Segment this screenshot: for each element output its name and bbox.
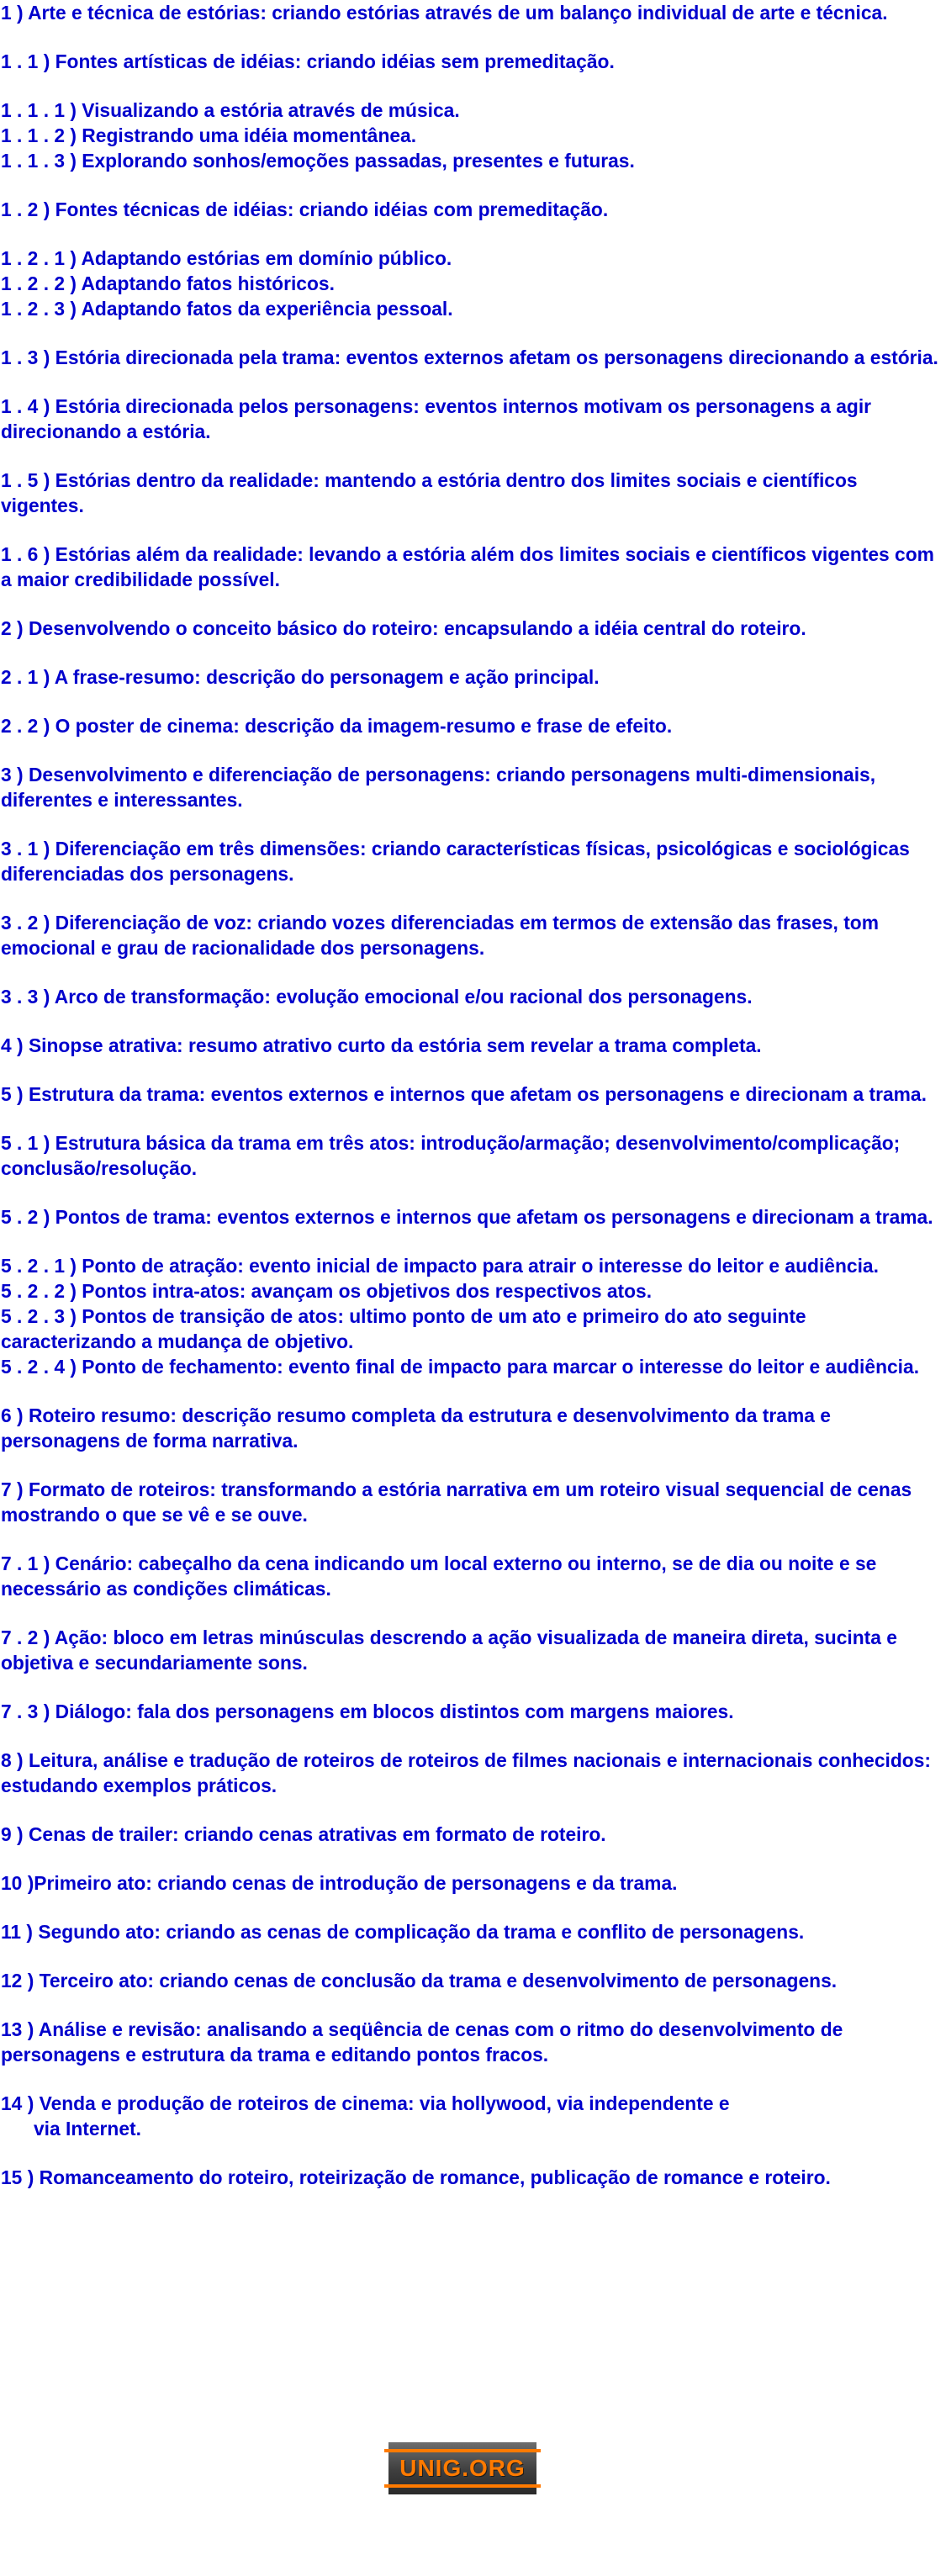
outline-item: 14 ) Venda e produção de roteiros de cinema: via hollywood, via independente e — [1, 2092, 730, 2114]
outline-group — [0, 2091, 946, 2141]
outline-group — [0, 1403, 946, 1453]
logo-bar-bottom — [384, 2484, 541, 2488]
outline-group — [0, 98, 946, 173]
outline-item: 3 . 1 ) Diferenciação em três dimensões: criando características físicas, psicológicas e sociológicas diferenciadas dos personagens. — [1, 838, 910, 885]
outline-item: 7 ) Formato de roteiros: transformando a estória narrativa em um roteiro visual sequencial de cenas mostrando o que se vê e se ouve. — [1, 1478, 912, 1526]
outline-group — [0, 542, 946, 592]
outline-item: 15 ) Romanceamento do roteiro, roteirização de romance, publicação de romance e roteiro. — [1, 2166, 831, 2188]
outline-group — [0, 762, 946, 812]
outline-item: 1 . 2 . 3 ) Adaptando fatos da experiência pessoal. — [1, 298, 453, 320]
outline-group — [0, 1870, 946, 1896]
outline-group — [0, 1699, 946, 1724]
outline-item: 7 . 3 ) Diálogo: fala dos personagens em blocos distintos com margens maiores. — [1, 1701, 734, 1722]
outline-item: 1 . 1 ) Fontes artísticas de idéias: criando idéias sem premeditação. — [1, 50, 615, 72]
outline-item: via Internet. — [34, 2118, 141, 2140]
outline-item: 5 . 2 ) Pontos de trama: eventos externos e internos que afetam os personagens e direcionam a trama. — [1, 1206, 933, 1228]
unig-logo[interactable] — [388, 2442, 536, 2494]
outline-group — [0, 2165, 946, 2190]
outline-group — [0, 0, 946, 25]
outline-item: 5 . 2 . 1 ) Ponto de atração: evento inicial de impacto para atrair o interesse do leitor e audiência. — [1, 1255, 879, 1277]
outline-item: 1 . 1 . 1 ) Visualizando a estória através de música. — [1, 99, 460, 121]
outline-group — [0, 345, 946, 370]
outline-item: 10 )Primeiro ato: criando cenas de introdução de personagens e da trama. — [1, 1872, 678, 1894]
outline-group — [0, 1204, 946, 1230]
outline-group — [0, 713, 946, 738]
outline-item: 9 ) Cenas de trailer: criando cenas atrativas em formato de roteiro. — [1, 1823, 606, 1845]
outline-item: 1 . 1 . 2 ) Registrando uma idéia momentânea. — [1, 124, 417, 146]
outline-item: 11 ) Segundo ato: criando as cenas de complicação da trama e conflito de personagens. — [1, 1921, 805, 1943]
outline-group — [0, 1033, 946, 1058]
outline-group — [0, 1082, 946, 1107]
outline-item: 5 . 2 . 2 ) Pontos intra-atos: avançam os objetivos dos respectivos atos. — [1, 1280, 653, 1302]
outline-item: 6 ) Roteiro resumo: descrição resumo completa da estrutura e desenvolvimento da trama e personagens de forma narrativa. — [1, 1404, 831, 1452]
outline-group — [0, 1968, 946, 1993]
logo-bar-top — [384, 2449, 541, 2452]
outline-item: 5 ) Estrutura da trama: eventos externos e internos que afetam os personagens e direcionam a trama. — [1, 1083, 927, 1105]
outline-group — [0, 197, 946, 222]
outline-group — [0, 984, 946, 1009]
outline-group — [0, 1625, 946, 1675]
outline-group — [0, 1551, 946, 1601]
outline-group — [0, 910, 946, 960]
outline-group — [0, 468, 946, 518]
outline-item: 8 ) Leitura, análise e tradução de roteiros de roteiros de filmes nacionais e internacionais conhecidos: estudando exemplos práticos. — [1, 1749, 931, 1796]
outline-item: 1 . 1 . 3 ) Explorando sonhos/emoções passadas, presentes e futuras. — [1, 150, 635, 172]
outline-item: 3 . 3 ) Arco de transformação: evolução emocional e/ou racional dos personagens. — [1, 986, 753, 1008]
outline-group — [0, 394, 946, 444]
outline-item: 1 . 4 ) Estória direcionada pelos personagens: eventos internos motivam os personagens a agir direcionando a estória. — [1, 395, 872, 442]
outline-group — [0, 2017, 946, 2067]
outline-item: 2 ) Desenvolvendo o conceito básico do roteiro: encapsulando a idéia central do roteiro. — [1, 617, 806, 639]
outline-item: 12 ) Terceiro ato: criando cenas de conclusão da trama e desenvolvimento de personagens. — [1, 1970, 838, 1992]
outline-group — [0, 1919, 946, 1944]
outline-item: 1 . 2 ) Fontes técnicas de idéias: criando idéias com premeditação. — [1, 198, 609, 220]
outline-group — [0, 246, 946, 321]
outline-group — [0, 1477, 946, 1527]
outline-item: 1 ) Arte e técnica de estórias: criando estórias através de um balanço individual de arte e técnica. — [1, 2, 888, 24]
outline-item: 2 . 1 ) A frase-resumo: descrição do personagem e ação principal. — [1, 666, 600, 688]
outline-item: 7 . 1 ) Cenário: cabeçalho da cena indicando um local externo ou interno, se de dia ou noite e se necessário as condições climáticas. — [1, 1552, 877, 1600]
outline-item: 3 ) Desenvolvimento e diferenciação de personagens: criando personagens multi-dimensionais, diferentes e interessantes. — [1, 764, 876, 811]
outline-item: 1 . 5 ) Estórias dentro da realidade: mantendo a estória dentro dos limites sociais e científicos vigentes. — [1, 469, 858, 516]
outline-item: 1 . 6 ) Estórias além da realidade: levando a estória além dos limites sociais e científicos vigentes com a maior credibilidade possível. — [1, 543, 934, 590]
outline-group — [0, 616, 946, 641]
outline-group — [0, 1253, 946, 1379]
outline-group — [0, 836, 946, 886]
outline-group — [0, 664, 946, 690]
outline-item: 3 . 2 ) Diferenciação de voz: criando vozes diferenciadas em termos de extensão das frases, tom emocional e grau de racionalidade dos personagens. — [1, 912, 879, 959]
logo-inner — [396, 2449, 529, 2488]
outline-group — [0, 1748, 946, 1798]
outline-item: 1 . 3 ) Estória direcionada pela trama: eventos externos afetam os personagens direcionando a estória. — [1, 346, 938, 368]
outline-item: 5 . 1 ) Estrutura básica da trama em três atos: introdução/armação; desenvolvimento/complicação; conclusão/resolução. — [1, 1132, 901, 1179]
outline-item: 2 . 2 ) O poster de cinema: descrição da imagem-resumo e frase de efeito. — [1, 715, 673, 737]
outline-group — [0, 1822, 946, 1847]
outline-item: 1 . 2 . 1 ) Adaptando estórias em domínio público. — [1, 247, 452, 269]
outline-item: 4 ) Sinopse atrativa: resumo atrativo curto da estória sem revelar a trama completa. — [1, 1034, 762, 1056]
outline-item: 13 ) Análise e revisão: analisando a seqüência de cenas com o ritmo do desenvolvimento de personagens e estrutura da trama e editando pontos fracos. — [1, 2018, 843, 2066]
outline-item: 5 . 2 . 4 ) Ponto de fechamento: evento final de impacto para marcar o interesse do leitor e audiência. — [1, 1356, 920, 1378]
logo-text: UNIG.ORG — [399, 2455, 526, 2481]
outline-item: 7 . 2 ) Ação: bloco em letras minúsculas descrendo a ação visualizada de maneira direta, sucinta e objetiva e secundariamente sons. — [1, 1627, 897, 1674]
outline-group — [0, 1130, 946, 1181]
outline-item: 1 . 2 . 2 ) Adaptando fatos históricos. — [1, 272, 335, 294]
outline-group — [0, 49, 946, 74]
outline-item: 5 . 2 . 3 ) Pontos de transição de atos: ultimo ponto de um ato e primeiro do ato seguinte caracterizando a mudança de objetivo. — [1, 1305, 806, 1352]
